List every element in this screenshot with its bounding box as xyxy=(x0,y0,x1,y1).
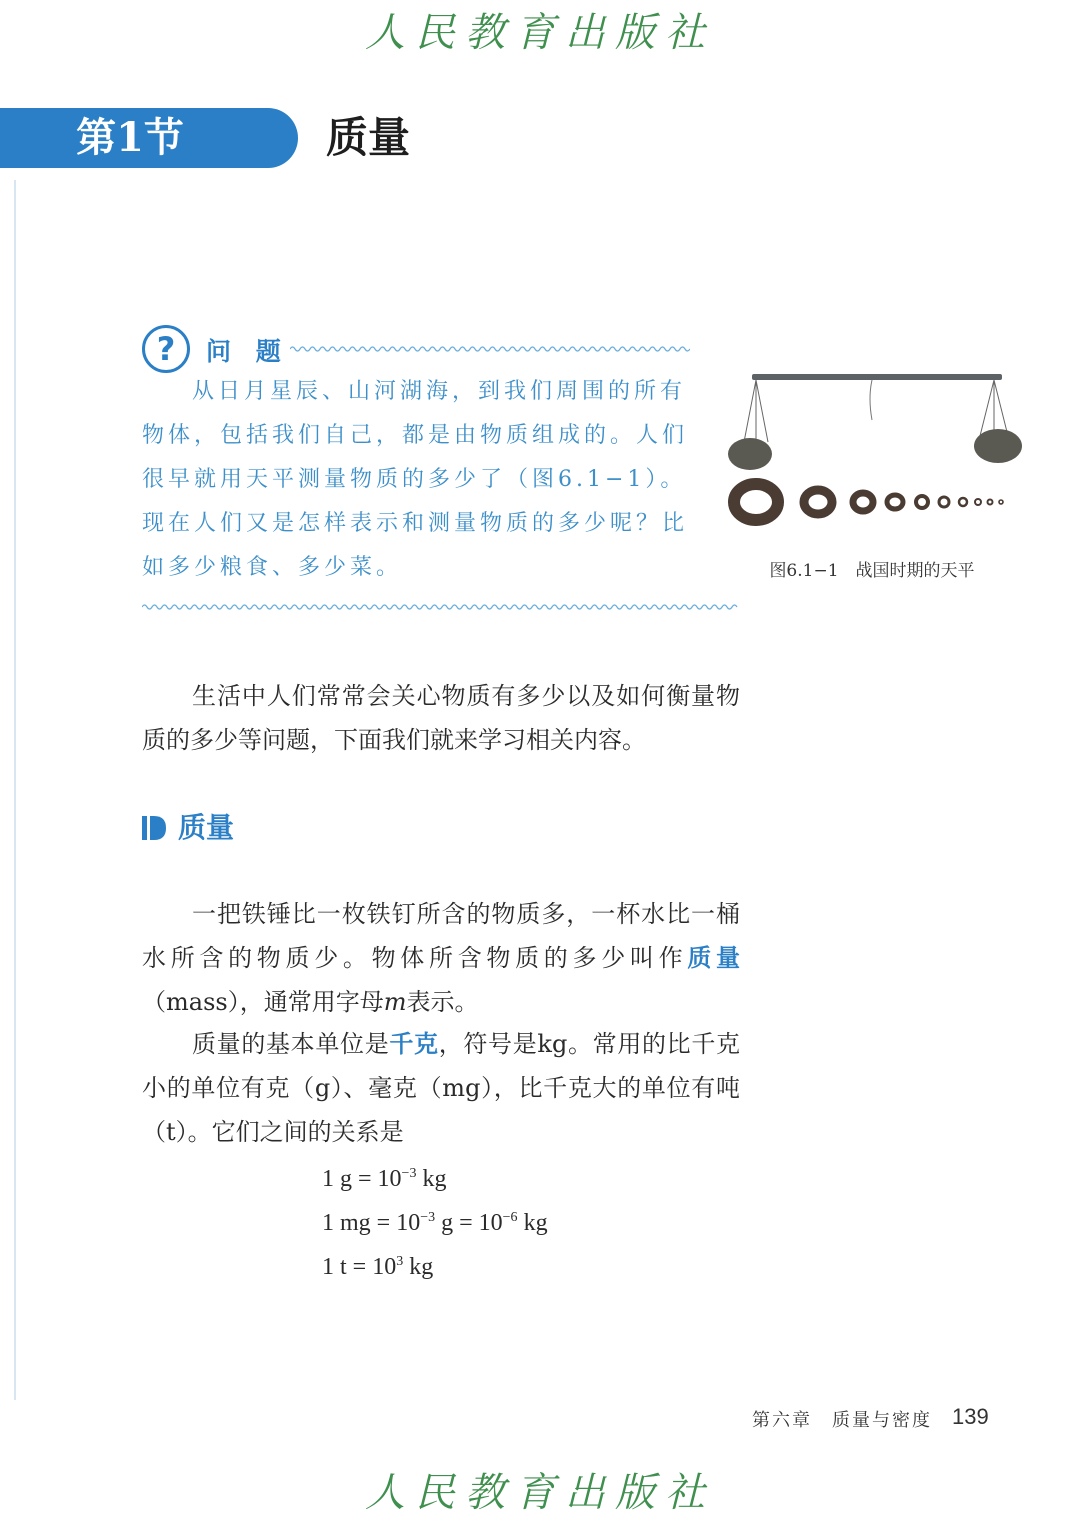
formula-mg-exponent-1: −3 xyxy=(420,1210,436,1225)
term-kilogram: 千克 xyxy=(389,1029,439,1058)
units-paragraph xyxy=(142,1022,740,1154)
formula-tonne-unit: kg xyxy=(403,1254,434,1280)
formula-tonne-exponent: 3 xyxy=(396,1254,404,1269)
subsection-marker-icon xyxy=(142,814,166,842)
balance-beam xyxy=(752,374,1002,380)
right-pan xyxy=(974,429,1022,463)
ancient-balance-figure xyxy=(722,368,1022,538)
figure-caption: 图6.1−1 战国时期的天平 xyxy=(769,561,975,581)
question-wave-bottom-divider xyxy=(142,602,740,612)
term-mass: 质量 xyxy=(687,943,741,972)
para1-text-before: 一把铁锤比一枚铁钉所含的物质多，一杯水比一桶水所含的物质少。物体所含物质的多少叫作 xyxy=(142,900,740,972)
formula-tonne-lhs: 1 t = 10 xyxy=(322,1254,397,1280)
page-number: 139 xyxy=(952,1404,989,1429)
section-title: 质量 xyxy=(326,113,411,162)
question-icon: ? xyxy=(142,325,190,373)
publisher-watermark-top: 人民教育出版社 xyxy=(365,10,715,56)
formula-mg-lhs: 1 mg = 10 xyxy=(322,1210,421,1236)
mass-symbol: m xyxy=(383,988,407,1016)
formula-mg-unit: kg xyxy=(517,1210,548,1236)
question-wave-top-divider xyxy=(290,344,690,354)
para1-text-after: （mass），通常用字母 xyxy=(142,988,384,1016)
formula-gram-lhs: 1 g = 10 xyxy=(322,1166,402,1192)
publisher-watermark-bottom: 人民教育出版社 xyxy=(365,1470,715,1516)
para2-text-after: ，符号是kg。常用的比千克小的单位有克（g）、毫克（mg），比千克大的单位有吨（t）。它们之间的关系是 xyxy=(142,1030,741,1146)
formula-tonne xyxy=(322,1240,433,1289)
formula-mg-exponent-2: −6 xyxy=(502,1210,518,1225)
formula-milligram xyxy=(322,1196,548,1245)
intro-paragraph: 生活中人们常常会关心物质有多少以及如何衡量物质的多少等问题，下面我们就来学习相关内容。 xyxy=(142,682,740,754)
mass-definition-paragraph xyxy=(142,892,740,1024)
formula-gram xyxy=(322,1152,446,1201)
subsection-title: 质量 xyxy=(178,811,235,844)
footer-chapter-title: 第六章 质量与密度 xyxy=(752,1410,932,1431)
section-number: 第1节 xyxy=(76,114,184,161)
formula-gram-unit: kg xyxy=(416,1166,447,1192)
formula-mg-mid: g = 10 xyxy=(435,1210,503,1236)
question-label: 问 题 xyxy=(206,337,289,366)
question-text: 从日月星辰、山河湖海，到我们周围的所有物体，包括我们自己，都是由物质组成的。人们很早就用天平测量物质的多少了（图6.1−1）。现在人们又是怎样表示和测量物质的多少呢？比如多少粮食、多少菜。 xyxy=(142,379,689,580)
para2-text-before: 质量的基本单位是 xyxy=(192,1030,390,1058)
para1-text-end: 表示。 xyxy=(406,988,479,1016)
left-margin-rule xyxy=(14,180,16,1400)
left-pan xyxy=(728,438,772,470)
formula-gram-exponent: −3 xyxy=(401,1166,417,1181)
